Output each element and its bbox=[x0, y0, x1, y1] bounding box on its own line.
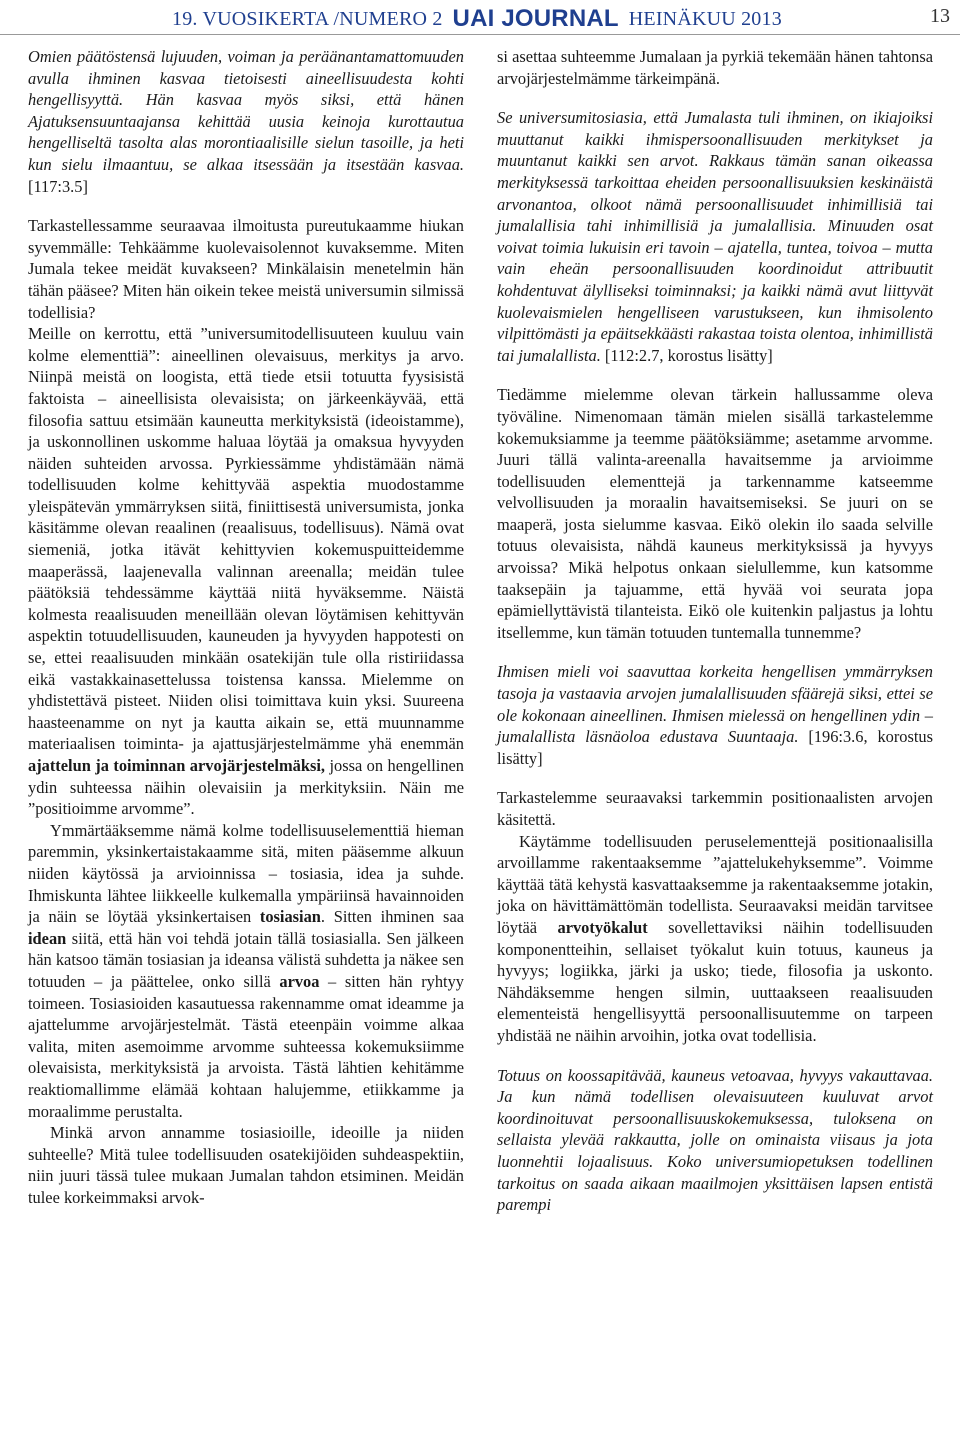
quote-block: Totuus on koossapitävää, kauneus vetoavaa, hyvyys vakauttavaa. Ja kun nämä todellisen olevaisuuteen kuuluvat arvot koordinoituvat persoonallisuuskokemuksessa, tuloksena on sellaista ylevää rakkautta, jolle on ominaista viisaus ja jota luonnehtii lojaalisuus. Koko universumiopetuksen todellinen tarkoitus on saada aikaan maailmojen yksittäisen lapsen entistä parempi bbox=[497, 1065, 933, 1215]
paragraph-text: . Sitten ihminen saa bbox=[320, 907, 464, 927]
paragraph: Minkä arvon annamme tosiasioille, ideoille ja niiden suhteelle? Mitä tulee todellisuuden osatekijöiden suhdeaspektiin, niin juuri tässä tulee mukaan Jumalan tahdon etsiminen. Meidän tulee korkeimmaksi arvok- bbox=[28, 1123, 464, 1207]
paragraph bbox=[28, 323, 464, 820]
quote-block bbox=[28, 46, 464, 197]
paragraph-text: – sitten hän ryhtyy toimeen. Tosiasioiden kasautuessa rakennamme omat ideamme ja ajattelumme arvojärjestelmät. Tästä eteenpäin voimme alkaa valita, miten asemoimme arvomme suhteessa kokemuksiimme olevaisista, merkityksistä ja arvoista. Tästä lähtien kehitämme reaktiomallimme elämää kohtaan halujemme, etiikkamme ja moraalimme perustalta. bbox=[28, 971, 464, 1121]
paragraph: Tarkastelemme seuraavaksi tarkemmin positionaalisten arvojen käsitettä. bbox=[497, 788, 933, 829]
paragraph-text: sovellettaviksi näihin todellisuuden komponentteihin, sellaiset työkalut kuin totuus, kauneus ja hyvyys; logiikka, järki ja usko; tiede, filosofia ja uskonto. Nähdäksemme hengen silmin, uuttaakseen reaalisuuden elementeistä hengellisyyttä persoonallisuutemme on tarpeen yhdistää ne näihin arvoihin, jotka ovat todellisia. bbox=[497, 917, 934, 1045]
quote-reference: [117:3.5] bbox=[28, 176, 88, 196]
bold-term-idea: idean bbox=[28, 928, 67, 948]
paragraph-text: jossa on hengellinen ydin suhteessa näihin olevaisiin ja merkityksiin. Näin me ”positioimme arvomme”. bbox=[28, 756, 464, 819]
paragraph-text: Ymmärtääksemme nämä kolme todellisuuselementtiä hieman paremmin, yksinkertaistakaamme sitä, miten pääsemme alkuun niiden käytössä ja arvioinnissa – tosiasia, idea ja suhde. Ihmiskunta lähtee liikkeelle kulkemalla ympäriinsä havainnoiden ja näin se löytää yksinkertaisen bbox=[28, 820, 464, 927]
quote-reference: [196:3.6, korostus lisätty] bbox=[497, 727, 933, 768]
quote-block bbox=[497, 107, 933, 366]
paragraph-text: siitä, että hän voi tehdä jotain tällä tosiasialla. Sen jälkeen hän katsoo tämän tosiasian ja ideansa välistä suhdetta ja näkee sen totuuden – ja päättelee, onko sillä bbox=[28, 928, 464, 991]
bold-term-value-tools: arvotyökalut bbox=[557, 917, 648, 937]
bold-term-value: arvoa bbox=[279, 971, 320, 991]
paragraph bbox=[28, 820, 464, 1122]
journal-title: UAI JOURNAL bbox=[452, 5, 619, 32]
paragraph bbox=[497, 831, 933, 1047]
header-date: HEINÄKUU 2013 bbox=[628, 8, 782, 30]
quote-reference: [112:2.7, korostus lisätty] bbox=[600, 345, 773, 365]
paragraph-text: Meille on kerrottu, että ”universumitodellisuuteen kuuluu vain kolme elementtiä”: aineellinen olevaisuus, merkitys ja arvo. Niinpä meistä on loogista, että tiede etsii totuutta fyysisistä faktoista – aineellisista olevaisista; on järkeenkäyvää, että filosofia sattuu etsimään kauneutta merkityksistä (ideoistamme), ja uskonnollinen uskomme haluaa löytää ja omaksua hyvyyden näiden suhteiden arvossa. Pyrkiessämme yhdistämään nämä todellisuuden kolme kehittyvää aspektia muodostamme yleispätevän ymmärryksen siitä, finiittisestä universumista, jonka käsitämme olevan reaalinen (reaalisuus, todellisuus). Nämä ovat siemeniä, jotka itävät kehittyvien kokemuspuitteidemme maaperässä, laajenevalla valinnan areenalla; meidän tulee päätöksiä tehdessämme käyttää niitä hyväksemme. Näistä kolmesta reaalisuuden meneillään olevan löytämisen kehittyvän aspektin totuudellisuuden, kauneuden ja hyvyyden happotesti on se, ettei reaalisuuden minkään osatekijän tule olla ristiriidassa eikä vastakkainasettelussa toistensa kanssa. Mielemme on yhdistettävä pisteet. Niiden olisi toimittava kuin yksi. Suureena haasteenamme on nyt ja kautta aikain se, että muunnamme materiaalisen toiminta- ja ajattusjärjestelmämme yhä enemmän bbox=[28, 324, 464, 754]
bold-phrase: ajattelun ja toiminnan arvojärjestelmäksi, bbox=[28, 756, 325, 775]
paragraph-text: Käytämme todellisuuden peruselementtejä positionaalisilla arvoillamme rakentaaksemme ”ajattelukehyksemme”. Voimme käyttää tätä kehystä kasvattaaksemme ja rakentaaksemme jotakin, joka on hävittämättömän todellista. Seuraavaksi meidän tarvitsee löytää bbox=[497, 831, 933, 937]
page-number: 13 bbox=[930, 5, 950, 27]
header-volume: 19. VUOSIKERTA /NUMERO 2 bbox=[172, 8, 443, 30]
left-column bbox=[28, 46, 464, 1208]
right-column bbox=[497, 46, 933, 1216]
quote-text: Se universumitosiasia, että Jumalasta tuli ihminen, on ikiajoiksi muuttanut kaikki ihmispersoonallisuuden merkitykset ja muuntanut kaikki sen arvot. Rakkaus tämän sanan oikeassa merkityksessä tarkoittaa eheiden persoonallisuuksien keskinäistä arvonantoa, olkoot nämä persoonallisuudet inhimillisiä tai jumalallisia tahi inhimillisiä ja jumalallisia. Minuuden osat voivat toimia lukuisin eri tavoin – ajatella, tuntea, toivoa – mutta vain eheän persoonallisuuden koordinoidut attribuutit kohdentuvat älylliseksi toiminnaksi; ja kaikki nämä avut liittyvät kuolevaismielen hengelliseen varustukseen, kun ihmisolento vilpittömästi ja epäitsekkäästi rakastaa toista olentoa, inhimillistä tai jumalallista. bbox=[497, 108, 933, 365]
bold-term-fact: tosiasian bbox=[259, 907, 321, 927]
paragraph: Tarkastellessamme seuraavaa ilmoitusta pureutukaamme hiukan syvemmälle: Tehkäämme kuolevaisolennot kuvaksemme. Miten Jumala tekee meidät kuvakseen? Minkälaisin menetelmin hän tähän pääsee? Miten hän oikein tekee meistä universumin silmissä todellisia? bbox=[28, 216, 464, 322]
quote-block bbox=[497, 661, 933, 769]
page-header bbox=[0, 0, 960, 35]
header-masthead bbox=[172, 4, 782, 32]
paragraph: Tiedämme mielemme olevan tärkein hallussamme oleva työväline. Nimenomaan tämän mielen sisällä tarkastelemme kokemuksiamme ja teemme päätöksiämme; asetamme arvomme. Juuri tällä valinta-areenalla havaitsemme ja arvioimme todellisuuden elementtejä ja tarkennamme katseemme velvollisuuden ja moraalin havaitsemiseksi. Se juuri on se maaperä, josta sielumme kasvaa. Eikö olekin ilo saada selville totuus olevaisista, nähdä kauneus merkityksissä ja hyvyys arvoissa? Mikä helpotus onkaan sielullemme, kun katsomme taaksepäin ja tajuamme, että hyvää voi seurata jopa epämiellyttävistä tilanteista. Eikö ole kuitenkin paljastus ja lohtu itsellemme, kun tämän totuuden tuntemalla tunnemme? bbox=[497, 385, 933, 642]
quote-text: Omien päätöstensä lujuuden, voiman ja peräänantamattomuuden avulla ihminen kasvaa tietoisesti aineellisuudesta kohti hengellisyyttä. Hän kasvaa myös siksi, että hänen Ajatuksensuuntaajansa kehittää uusia keinoja kurottautua hengelliseltä tasolta alas morontiaalisille sielun tasoille, ja heti kun sielu ilmaantuu, se alkaa itsessään ja itsestään kasvaa. bbox=[28, 47, 464, 174]
paragraph: si asettaa suhteemme Jumalaan ja pyrkiä tekemään hänen tahtonsa arvojärjestelmämme tärkeimpänä. bbox=[497, 47, 933, 88]
quote-text: Ihmisen mieli voi saavuttaa korkeita hengellisen ymmärryksen tasoja ja vastaavia arvojen jumalallisuuden sfäärejä siksi, ettei se ole kokonaan aineellinen. Ihmisen mielessä on hengellinen ydin – jumalallista läsnäoloa edustava Suuntaaja. bbox=[497, 662, 933, 747]
